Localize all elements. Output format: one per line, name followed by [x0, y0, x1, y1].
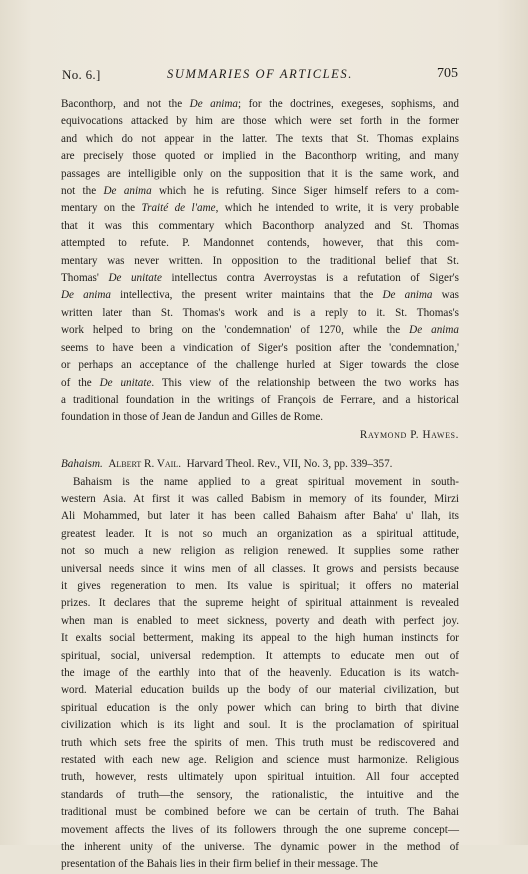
- text-line: civilization which is its light and soul. It is the proclamation of spiritual: [61, 719, 459, 732]
- text-line: that it was this commentary which Baconthorp analyzed and St. Thomas: [61, 219, 459, 232]
- text-line: passages are intelligible only on the supposition that it is the same work, and: [61, 167, 459, 180]
- text-line: seems to have been a vindication of Siger's position after the 'condemnation,': [61, 341, 459, 354]
- text-line: when man is enabled to meet sickness, poverty and death with perfect joy.: [61, 614, 459, 627]
- text-line: the image of the earthly into that of the heavenly. Education is its watch-: [61, 667, 459, 679]
- text-line: foundation in those of Jean de Jandun and Gilles de Rome.: [61, 411, 324, 424]
- page-number: 705: [437, 66, 458, 81]
- text-line: written later than St. Thomas's work and is a reply to it. St. Thomas's: [61, 306, 459, 319]
- text-line: presentation of the Bahais lies in their firm belief in their message. The: [61, 858, 378, 871]
- text-line: a traditional foundation in the writings of François de Ferrare, and a historical: [61, 393, 459, 406]
- section-gap: [61, 444, 459, 456]
- article-title: Bahaism.: [61, 458, 103, 471]
- article-text: [61, 474, 459, 874]
- page-body: [61, 96, 459, 874]
- text-line: are precisely those quoted or implied in the Baconthorp writing, and many: [61, 150, 459, 163]
- text-line: attempted to refute. P. Mandonnet contends, however, that this com-: [61, 237, 459, 250]
- previous-article-text: [61, 96, 459, 427]
- text-line: not so much a new religion as religion renewed. It supplies some rather: [61, 545, 459, 558]
- text-line: prizes. It declares that the supreme height of spiritual attainment is revealed: [61, 597, 459, 610]
- article-author: Albert R. Vail.: [108, 458, 181, 471]
- text-line: It exalts social betterment, making its appeal to the high human instincts for: [61, 632, 459, 645]
- text-line: spiritual education is the only power which can bring to birth that divine: [61, 701, 459, 714]
- text-line: not the De anima which he is refuting. Since Siger himself refers to a com-: [61, 185, 459, 198]
- text-line: of the De unitate. This view of the relationship between the two works has: [61, 376, 460, 389]
- text-line: Baconthorp, and not the De anima; for the doctrines, exegeses, sophisms, and: [61, 98, 459, 110]
- article-citation: Harvard Theol. Rev., VII, No. 3, pp. 339–357.: [186, 458, 393, 471]
- running-title: SUMMARIES OF ARTICLES.: [167, 67, 353, 81]
- text-line: western Asia. At first it was called Babism in memory of its founder, Mirzi: [61, 492, 459, 505]
- text-line: truth which sets free the spirits of men. This truth must be rediscovered and: [61, 736, 459, 749]
- text-line: De anima intellectiva, the present writer maintains that the De anima was: [61, 289, 459, 302]
- text-line: Bahaism is the name applied to a great spiritual movement in south-: [73, 475, 459, 488]
- text-line: Ali Mohammed, but later it has been called Bahaism after Baha' u' llah, its: [61, 510, 459, 523]
- article-bahaism: [61, 456, 459, 874]
- text-line: spiritual, social, universal redemption. It attempts to educate men out of: [61, 649, 459, 662]
- running-header: [62, 67, 458, 85]
- text-line: mentary was never written. In opposition to the traditional belief that St.: [61, 254, 459, 267]
- text-line: restated with each new age. Religion and science must harmonize. Religious: [61, 754, 459, 767]
- text-line: truth, however, rests ultimately upon spiritual intuition. All four accepted: [61, 771, 459, 784]
- text-line: standards of truth—the sensory, the rationalistic, the intuitive and the: [61, 788, 459, 801]
- text-line: word. Material education builds up the body of our material civilization, but: [61, 684, 459, 697]
- text-line: or perhaps an acceptance of the challenge hurled at Siger towards the close: [61, 359, 459, 372]
- text-line: it gives regeneration to men. Its value is spiritual; it offers no material: [61, 579, 459, 592]
- text-line: universal needs since it wins men of all classes. It grows and persists because: [61, 562, 459, 575]
- previous-article-continuation: [61, 96, 459, 444]
- text-line: the inherent unity of the universe. The dynamic power in the method of: [61, 841, 459, 854]
- text-line: movement affects the lives of its followers through the one supreme concept—: [61, 823, 459, 836]
- issue-number: No. 6.]: [62, 67, 101, 82]
- text-line: mentary on the Traité de l'ame, which he intended to write, it is very probable: [61, 202, 460, 215]
- article-heading: [61, 456, 459, 473]
- text-line: traditional must be combined before we can be certain of truth. The Bahai: [61, 806, 459, 819]
- text-line: equivocations attacked by him are those which were set forth in the former: [61, 115, 459, 128]
- text-line: and which do not appear in the latter. The texts that St. Thomas explains: [61, 132, 459, 145]
- text-line: Thomas' De unitate intellectus contra Averroystas is a refutation of Siger's: [61, 272, 459, 285]
- text-line: work helped to bring on the 'condemnation' of 1270, while the De anima: [61, 324, 459, 337]
- text-line: greatest leader. It is not so much an organization as a spiritual attitude,: [61, 527, 459, 540]
- previous-article-author: Raymond P. Hawes.: [359, 428, 459, 441]
